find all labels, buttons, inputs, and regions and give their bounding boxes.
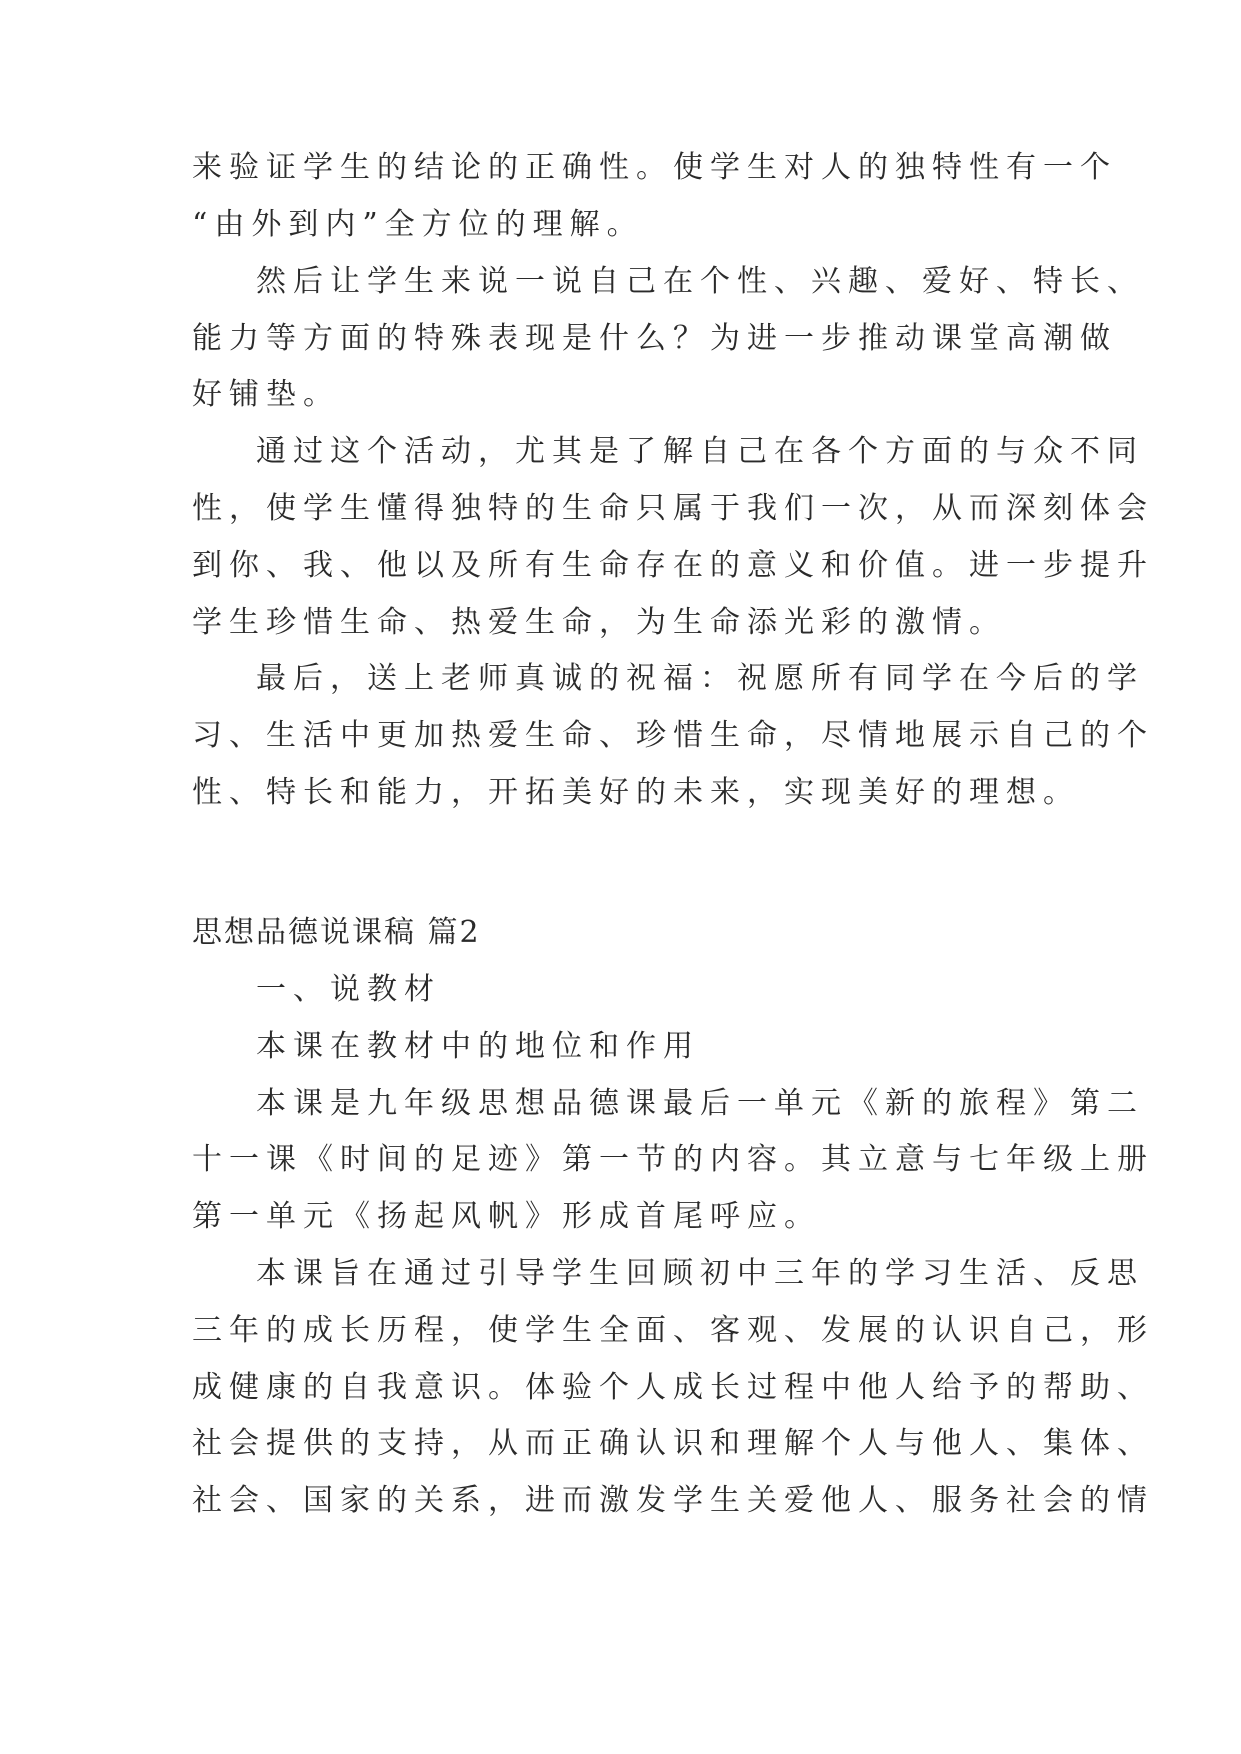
section-heading: 思想品德说课稿 篇2 [192,915,481,950]
paragraph-first-line: 本课是九年级思想品德课最后一单元《新的旅程》第二 [256,1086,1144,1121]
text-line: 社会提供的支持，从而正确认识和理解个人与他人、集体、 [192,1426,1154,1461]
text-line: 学生珍惜生命、热爱生命，为生命添光彩的激情。 [192,605,1006,640]
text-line: 习、生活中更加热爱生命、珍惜生命，尽情地展示自己的个 [192,718,1154,753]
text-line: 好铺垫。 [192,377,340,412]
text-line: 到你、我、他以及所有生命存在的意义和价值。进一步提升 [192,548,1154,583]
text-line: 十一课《时间的足迹》第一节的内容。其立意与七年级上册 [192,1142,1154,1177]
text-line: 成健康的自我意识。体验个人成长过程中他人给予的帮助、 [192,1370,1154,1405]
paragraph-first-line: 然后让学生来说一说自己在个性、兴趣、爱好、特长、 [256,264,1144,299]
text-line: 来验证学生的结论的正确性。使学生对人的独特性有一个 [192,150,1117,185]
text-line: 性、特长和能力，开拓美好的未来，实现美好的理想。 [192,775,1080,810]
text-line: 第一单元《扬起风帆》形成首尾呼应。 [192,1199,821,1234]
text-line: “由外到内”全方位的理解。 [192,207,644,242]
paragraph-first-line: 通过这个活动，尤其是了解自己在各个方面的与众不同 [256,434,1144,469]
text-line: 性，使学生懂得独特的生命只属于我们一次，从而深刻体会 [192,491,1154,526]
subheading: 本课在教材中的地位和作用 [256,1029,700,1064]
text-line: 社会、国家的关系，进而激发学生关爱他人、服务社会的情 [192,1483,1154,1518]
paragraph-first-line: 本课旨在通过引导学生回顾初中三年的学习生活、反思 [256,1256,1144,1291]
paragraph-first-line: 最后，送上老师真诚的祝福：祝愿所有同学在今后的学 [256,661,1144,696]
text-line: 三年的成长历程，使学生全面、客观、发展的认识自己，形 [192,1313,1154,1348]
subheading: 一、说教材 [256,972,441,1007]
text-line: 能力等方面的特殊表现是什么？为进一步推动课堂高潮做 [192,321,1117,356]
